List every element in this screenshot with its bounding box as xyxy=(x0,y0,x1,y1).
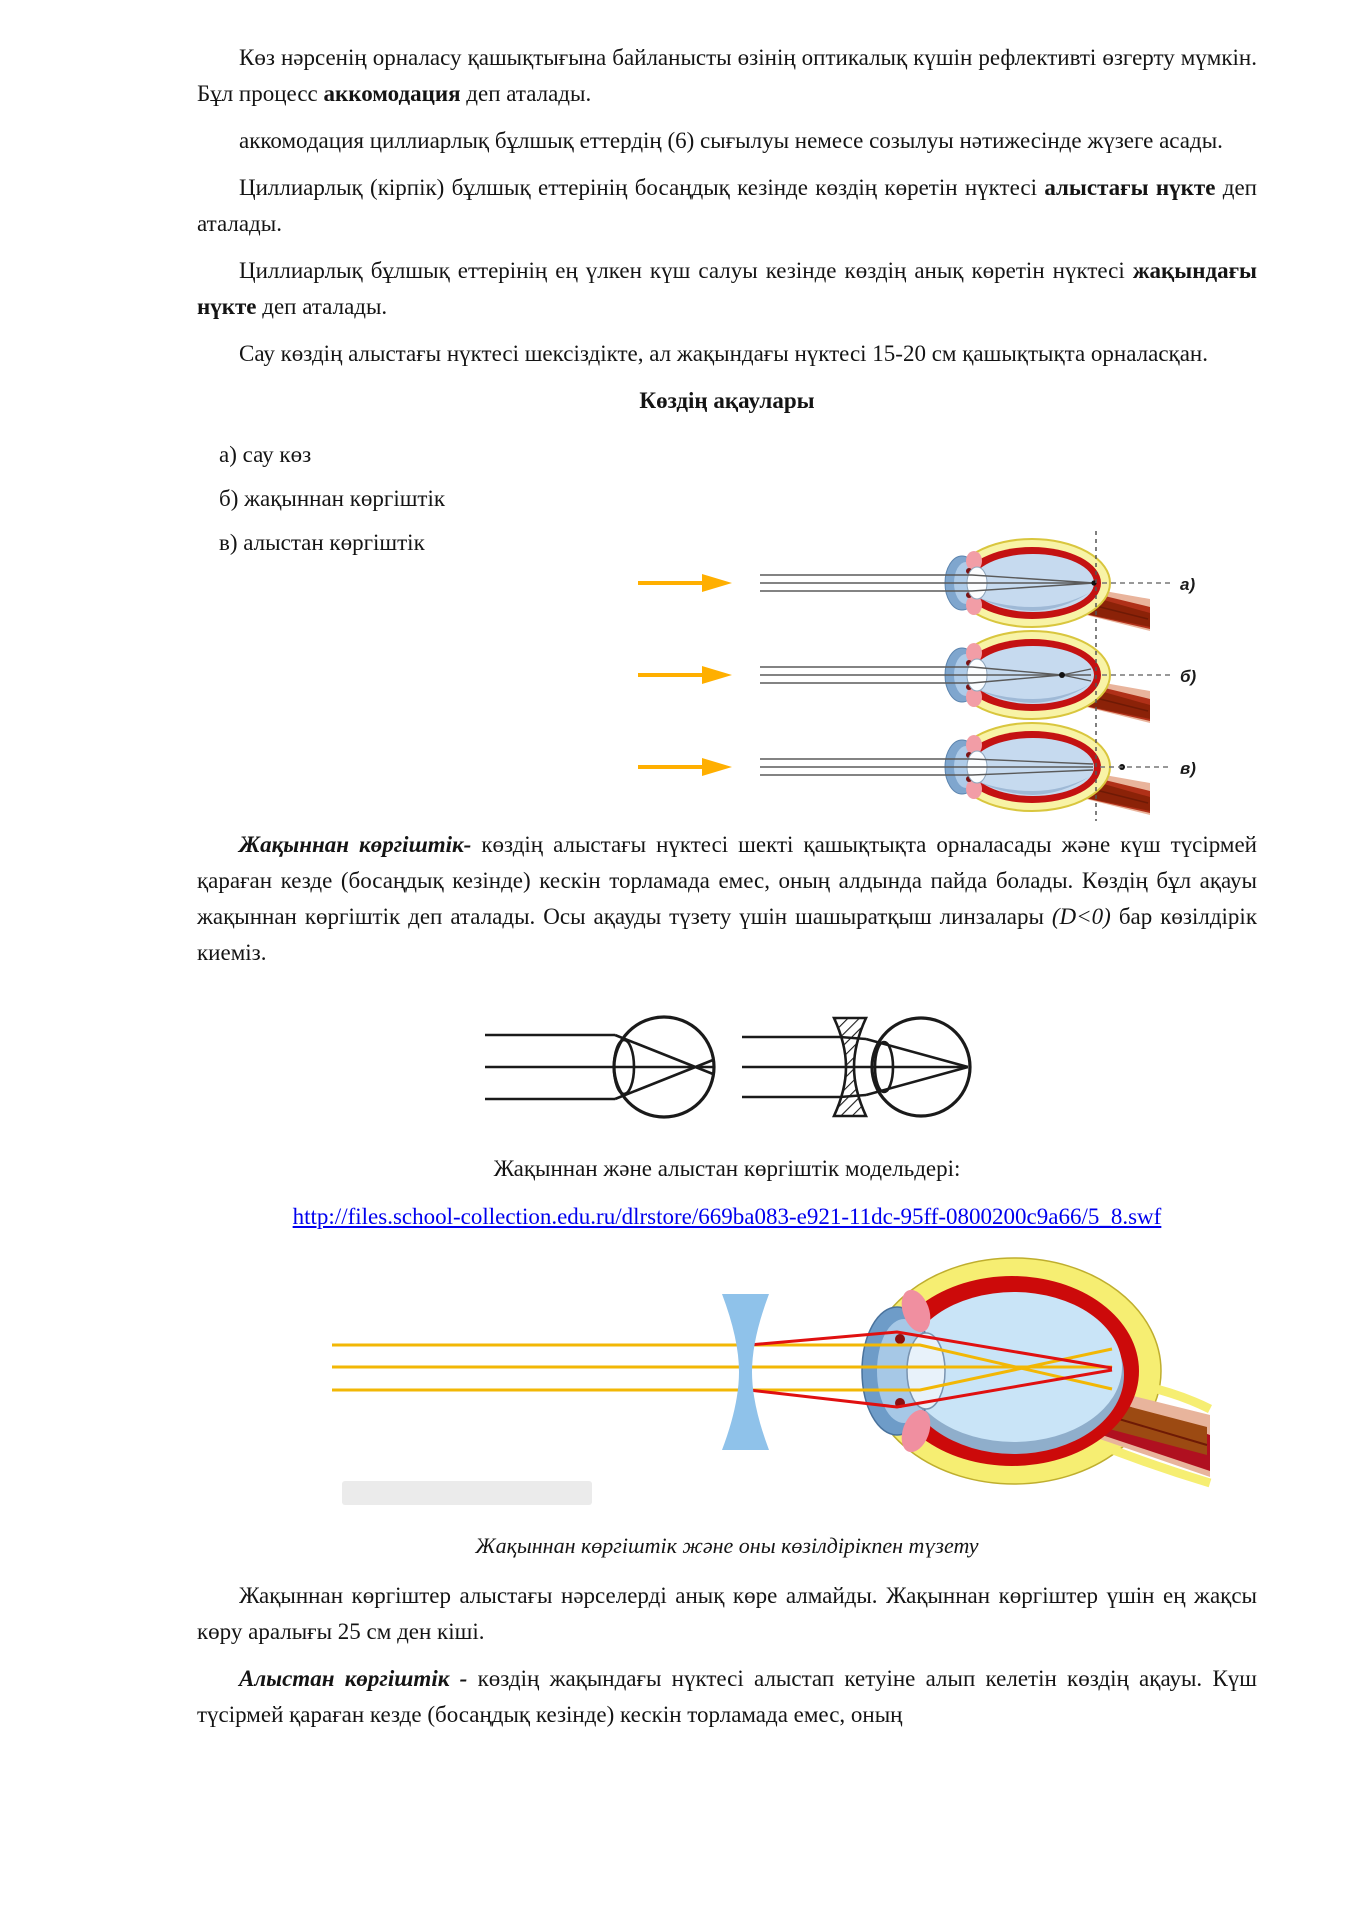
term-myopia: Жақыннан көргіштік- xyxy=(239,832,472,857)
paragraph-near-point xyxy=(197,253,1257,325)
myopia-model-figure xyxy=(397,982,1257,1147)
eye-defects-diagram xyxy=(610,429,1230,829)
swf-model-link[interactable]: http://files.school-collection.edu.ru/dlrstore/669ba083-e921-11dc-95ff-0800200c9a66/5_8.swf xyxy=(292,1204,1162,1229)
paragraph-far-point xyxy=(197,170,1257,242)
paragraph-myopia-distance xyxy=(197,1578,1257,1650)
light-arrow-icon xyxy=(638,574,732,592)
myopia-model-diagram xyxy=(397,982,997,1142)
caption-text: Жақыннан және алыстан көргіштік модельдері: xyxy=(493,1156,961,1181)
paragraph-text: Циллиарлық (кірпік) бұлшық еттерінің босаңдық кезінде көздің көретін нүктесі xyxy=(239,175,1045,200)
watermark-bar xyxy=(342,1481,592,1505)
paragraph-myopia xyxy=(197,827,1257,971)
formula-d-less-than-zero: (D<0) xyxy=(1051,904,1111,929)
link-line xyxy=(197,1199,1257,1235)
paragraph-text: Циллиарлық бұлшық еттерінің ең үлкен күш салуы кезінде көздің анық көретін нүктесі xyxy=(239,258,1133,283)
eye-defects-figure xyxy=(197,429,1257,821)
eye-defects-list xyxy=(219,437,445,569)
figure-caption xyxy=(197,1528,1257,1564)
paragraph-ciliary xyxy=(197,123,1257,159)
list-item-hyperopia: в) алыстан көргіштік xyxy=(219,530,425,555)
paragraph-healthy-eye xyxy=(197,336,1257,372)
section-heading: Көздің ақаулары xyxy=(639,388,815,413)
myopia-correction-figure xyxy=(252,1249,1257,1524)
term-far-point: алыстағы нүкте xyxy=(1044,175,1216,200)
term-hyperopia: Алыстан көргіштік - xyxy=(239,1666,478,1691)
paragraph-text: деп аталады. xyxy=(256,294,388,319)
paragraph-accommodation xyxy=(197,40,1257,112)
light-arrow-icon xyxy=(638,758,732,776)
paragraph-text: көздің алыстағы нүктесі шекті қашықтықта орналасады және күш түсірмей қараған кезде (босаңдық кезінде) кескін торламада емес, оның алдында пайда болады. Көздің бұл ақауы жақыннан көргіштік деп аталады. Осы ақауды түзету үшін шашыратқыш линзалары xyxy=(197,832,1257,929)
paragraph-text: көздің жақындағы нүктесі алыстап кетуіне алып келетін көздің ақауы. Күш түсірмей қараған кезде (босаңдық кезінде) кескін торламада емес, оның xyxy=(197,1666,1257,1727)
diagram-label-a: а) xyxy=(1180,575,1196,594)
list-item-myopia: б) жақыннан көргіштік xyxy=(219,486,446,511)
myopia-correction-diagram xyxy=(252,1249,1212,1519)
paragraph-text: Жақыннан көргіштер алыстағы нәрселерді анық көре алмайды. Жақыннан көргіштер үшін ең жақсы көру аралығы 25 см ден кіші. xyxy=(197,1583,1257,1644)
paragraph-text: Сау көздің алыстағы нүктесі шексіздікте, ал жақындағы нүктесі 15-20 см қашықтықта орналасқан. xyxy=(239,341,1208,366)
spectacle-lens-icon xyxy=(722,1294,769,1450)
diagram-label-b: б) xyxy=(1180,667,1197,686)
paragraph-text: деп аталады. xyxy=(197,175,1257,236)
paragraph-text: деп аталады. xyxy=(460,81,592,106)
models-caption xyxy=(197,1151,1257,1187)
rays-hyperopic-eye xyxy=(760,759,1093,775)
list-item-healthy-eye: а) сау көз xyxy=(219,442,312,467)
paragraph-text: Көз нәрсенің орналасу қашықтығына байланысты өзінің оптикалық күшін рефлективті өзгерту мүмкін. Бұл процесс xyxy=(197,45,1257,106)
term-accommodation: аккомодация xyxy=(323,81,461,106)
diagram-label-c: в) xyxy=(1180,759,1196,778)
paragraph-hyperopia xyxy=(197,1661,1257,1733)
paragraph-text: бар көзілдірік киеміз. xyxy=(197,904,1257,965)
caption-text: Жақыннан көргіштік және оны көзілдірікпен түзету xyxy=(475,1533,979,1558)
light-arrow-icon xyxy=(638,666,732,684)
term-near-point: жақындағы нүкте xyxy=(197,258,1257,319)
paragraph-text: аккомодация циллиарлық бұлшық еттердің (6) сығылуы немесе созылуы нәтижесінде жүзеге асады. xyxy=(239,128,1223,153)
